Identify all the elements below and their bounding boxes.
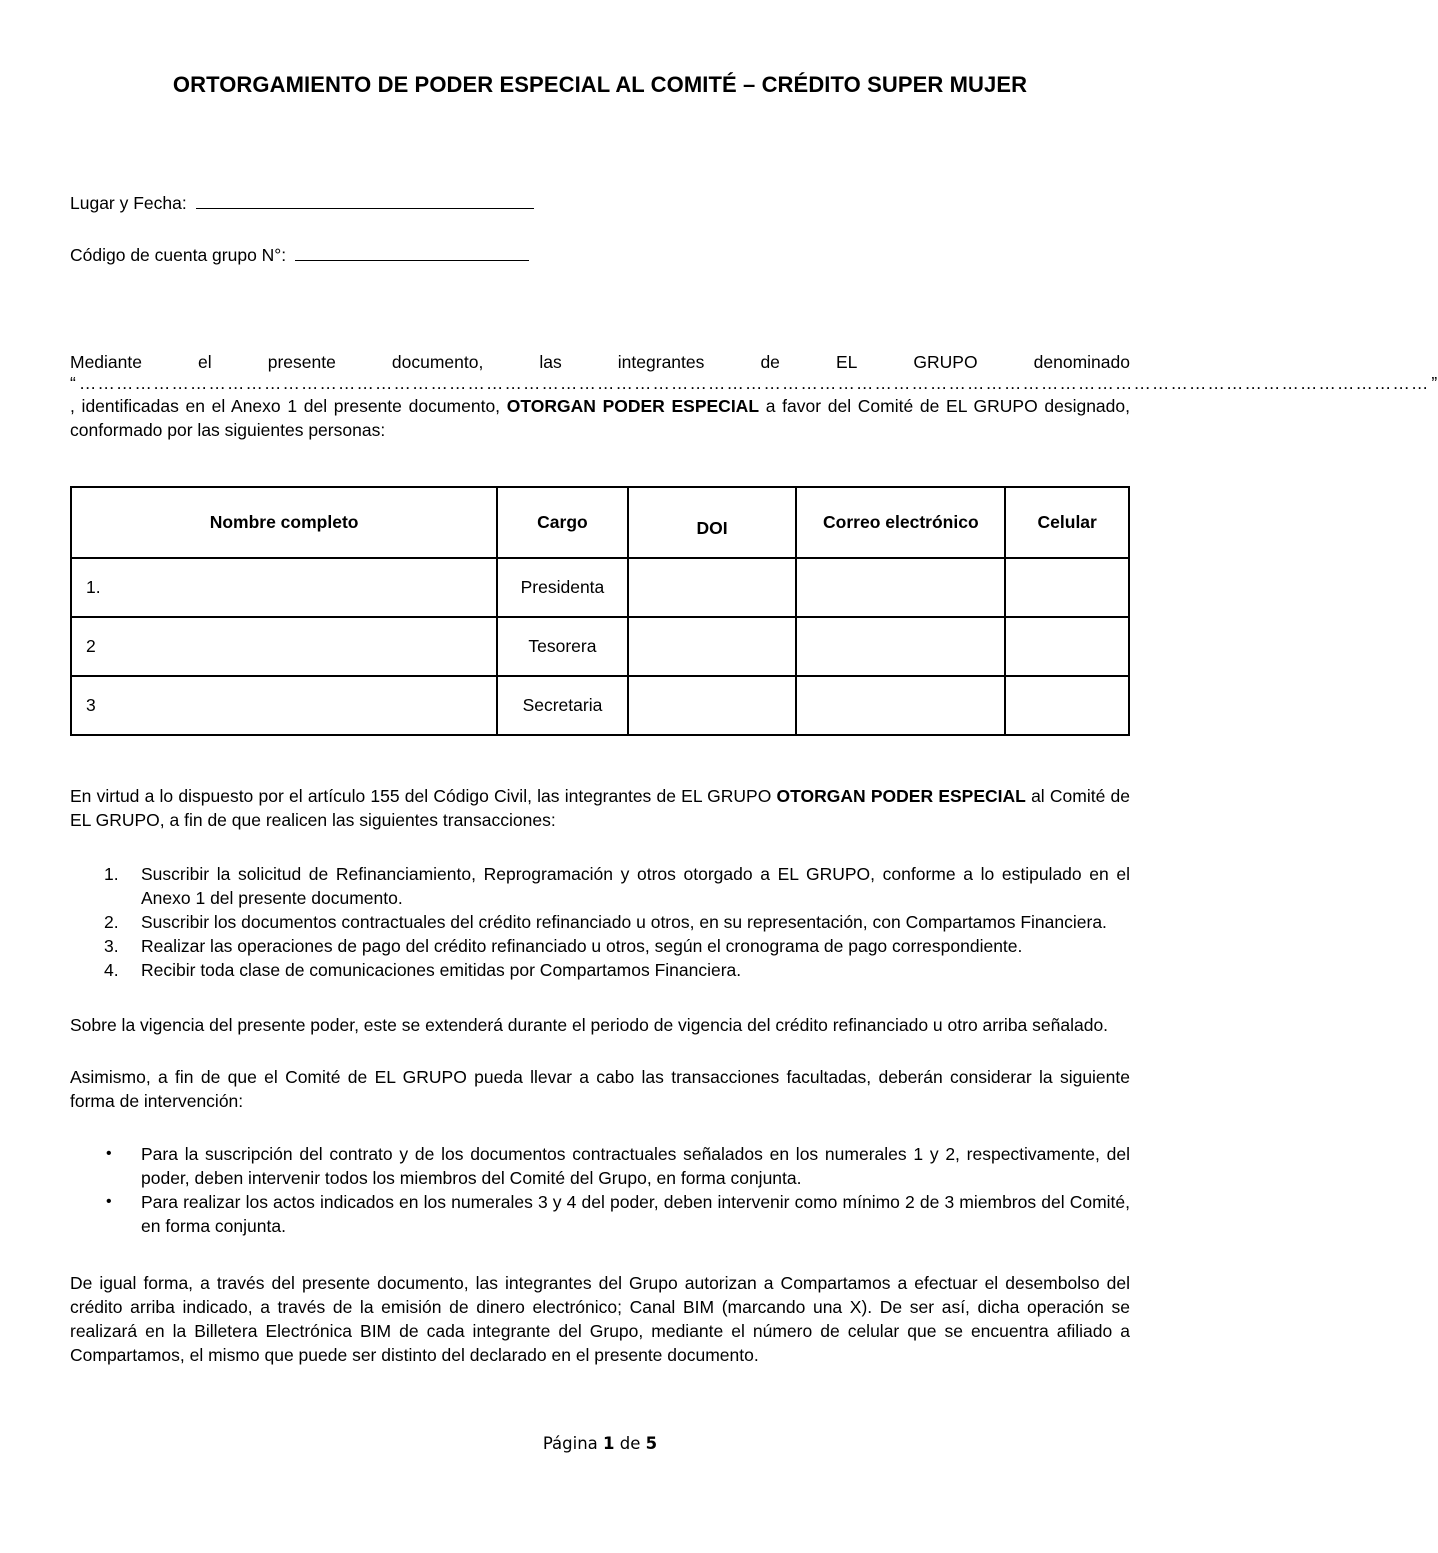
document-title: ORTORGAMIENTO DE PODER ESPECIAL AL COMITÉ – CRÉDITO SUPER MUJER	[172, 72, 1028, 97]
dotted-leader: …………………………………………………………………………………………………………………………………………………………………………………………………	[78, 373, 1430, 393]
cell-nombre[interactable]: 3	[71, 676, 497, 735]
group-name-blank[interactable]	[70, 373, 1438, 394]
list-marker: 1.	[104, 864, 119, 884]
list-marker: 3.	[104, 936, 119, 956]
table-row	[71, 617, 1129, 676]
intro-word: el	[198, 352, 212, 372]
intro-word: Mediante	[70, 352, 142, 372]
header-celular: Celular	[1005, 487, 1129, 558]
page-word: Página	[542, 1434, 598, 1453]
intro-word: EL	[835, 352, 858, 372]
intro-first-line	[70, 350, 1130, 374]
header-correo: Correo electrónico	[796, 487, 1005, 558]
transactions-text: En virtud a lo dispuesto por el artículo 155 del Código Civil, las integrantes de EL GRUPO	[70, 786, 772, 806]
intro-text: , identificadas en el Anexo 1 del presente documento,	[70, 396, 501, 416]
intervencion-list	[70, 1142, 1130, 1238]
transactions-paragraph	[70, 784, 1130, 832]
list-marker: 2.	[104, 912, 119, 932]
cell-cargo: Tesorera	[497, 617, 628, 676]
bullet-icon: •	[106, 1145, 112, 1162]
cell-celular[interactable]	[1005, 617, 1129, 676]
intro-bold-text: OTORGAN PODER ESPECIAL	[506, 396, 760, 416]
lugar-fecha-field	[70, 190, 534, 214]
cell-celular[interactable]	[1005, 558, 1129, 617]
page-number: 1	[603, 1434, 615, 1453]
header-cargo: Cargo	[497, 487, 628, 558]
table-row	[71, 676, 1129, 735]
page-total: 5	[645, 1434, 658, 1453]
page-footer	[0, 1434, 1200, 1453]
intro-text-cont: a favor del Comité de EL GRUPO designado, conformado por las siguientes personas:	[70, 396, 1130, 440]
cell-doi[interactable]	[628, 617, 797, 676]
intro-word: de	[760, 352, 780, 372]
list-item	[70, 910, 1130, 934]
quote-close: ”	[1431, 373, 1438, 393]
intro-word: documento,	[391, 352, 484, 372]
list-item-text: Para realizar los actos indicados en los numerales 3 y 4 del poder, deben intervenir como mínimo 2 de 3 miembros del Comité, en forma conjunta.	[141, 1192, 1130, 1236]
transactions-bold-text: OTORGAN PODER ESPECIAL	[776, 786, 1026, 806]
vigencia-paragraph: Sobre la vigencia del presente poder, este se extenderá durante el periodo de vigencia del crédito refinanciado u otro arriba señalado.	[70, 1015, 1109, 1035]
cell-correo[interactable]	[796, 617, 1005, 676]
list-item	[70, 958, 1130, 982]
intro-word: GRUPO	[913, 352, 978, 372]
transactions-list	[70, 862, 1130, 982]
transactions-text-cont: al Comité de EL GRUPO, a fin de que realicen las siguientes transacciones:	[70, 786, 1130, 830]
cell-nombre[interactable]: 1.	[71, 558, 497, 617]
list-item-text: Para la suscripción del contrato y de los documentos contractuales señalados en los numerales 1 y 2, respectivamente, del poder, deben intervenir todos los miembros del Comité del Grupo, en forma conjunta.	[141, 1144, 1130, 1188]
cell-doi[interactable]	[628, 676, 797, 735]
list-item	[70, 934, 1130, 958]
list-item	[70, 1190, 1130, 1238]
committee-table	[70, 486, 1130, 736]
cell-cargo: Secretaria	[497, 676, 628, 735]
of-word: de	[619, 1434, 641, 1453]
intro-word: las	[539, 352, 562, 372]
intro-paragraph	[70, 350, 1438, 442]
header-nombre: Nombre completo	[71, 487, 497, 558]
list-item	[70, 1142, 1130, 1190]
codigo-cuenta-field	[70, 242, 529, 266]
table-row	[71, 558, 1129, 617]
list-item-text: Recibir toda clase de comunicaciones emitidas por Compartamos Financiera.	[141, 960, 742, 980]
desembolso-paragraph: De igual forma, a través del presente documento, las integrantes del Grupo autorizan a Compartamos a efectuar el desembolso del crédito arriba indicado, a través de la emisión de dinero electrónico; Canal BIM (marcando una X). De ser así, dicha operación se realizará en la Billetera Electrónica BIM de cada integrante del Grupo, mediante el número de celular que se encuentra afiliado a Compartamos, el mismo que puede ser distinto del declarado en el presente documento.	[70, 1273, 1130, 1365]
list-item-text: Realizar las operaciones de pago del crédito refinanciado u otros, según el cronograma de pago correspondiente.	[141, 936, 1023, 956]
table-header-row	[71, 487, 1129, 558]
list-item-text: Suscribir los documentos contractuales del crédito refinanciado u otros, en su representación, con Compartamos Financiera.	[141, 912, 1107, 932]
codigo-cuenta-blank[interactable]	[295, 242, 529, 261]
list-item	[70, 862, 1130, 910]
bullet-icon: •	[106, 1193, 112, 1210]
cell-correo[interactable]	[796, 676, 1005, 735]
cell-correo[interactable]	[796, 558, 1005, 617]
cell-doi[interactable]	[628, 558, 797, 617]
cell-nombre[interactable]: 2	[71, 617, 497, 676]
intro-word: integrantes	[617, 352, 705, 372]
intervencion-paragraph: Asimismo, a fin de que el Comité de EL GRUPO pueda llevar a cabo las transacciones facultadas, deberán considerar la siguiente forma de intervención:	[70, 1067, 1130, 1111]
list-item-text: Suscribir la solicitud de Refinanciamiento, Reprogramación y otros otorgado a EL GRUPO, conforme a lo estipulado en el Anexo 1 del presente documento.	[141, 864, 1130, 908]
intro-rest	[70, 394, 1130, 442]
list-marker: 4.	[104, 960, 119, 980]
intro-word: presente	[267, 352, 336, 372]
intro-word: denominado	[1033, 352, 1130, 372]
lugar-fecha-label: Lugar y Fecha:	[70, 193, 187, 213]
lugar-fecha-blank[interactable]	[196, 190, 534, 209]
quote-open: “	[70, 373, 77, 393]
cell-cargo: Presidenta	[497, 558, 628, 617]
cell-celular[interactable]	[1005, 676, 1129, 735]
codigo-cuenta-label: Código de cuenta grupo N°:	[70, 245, 287, 265]
header-doi: DOI	[628, 487, 797, 558]
